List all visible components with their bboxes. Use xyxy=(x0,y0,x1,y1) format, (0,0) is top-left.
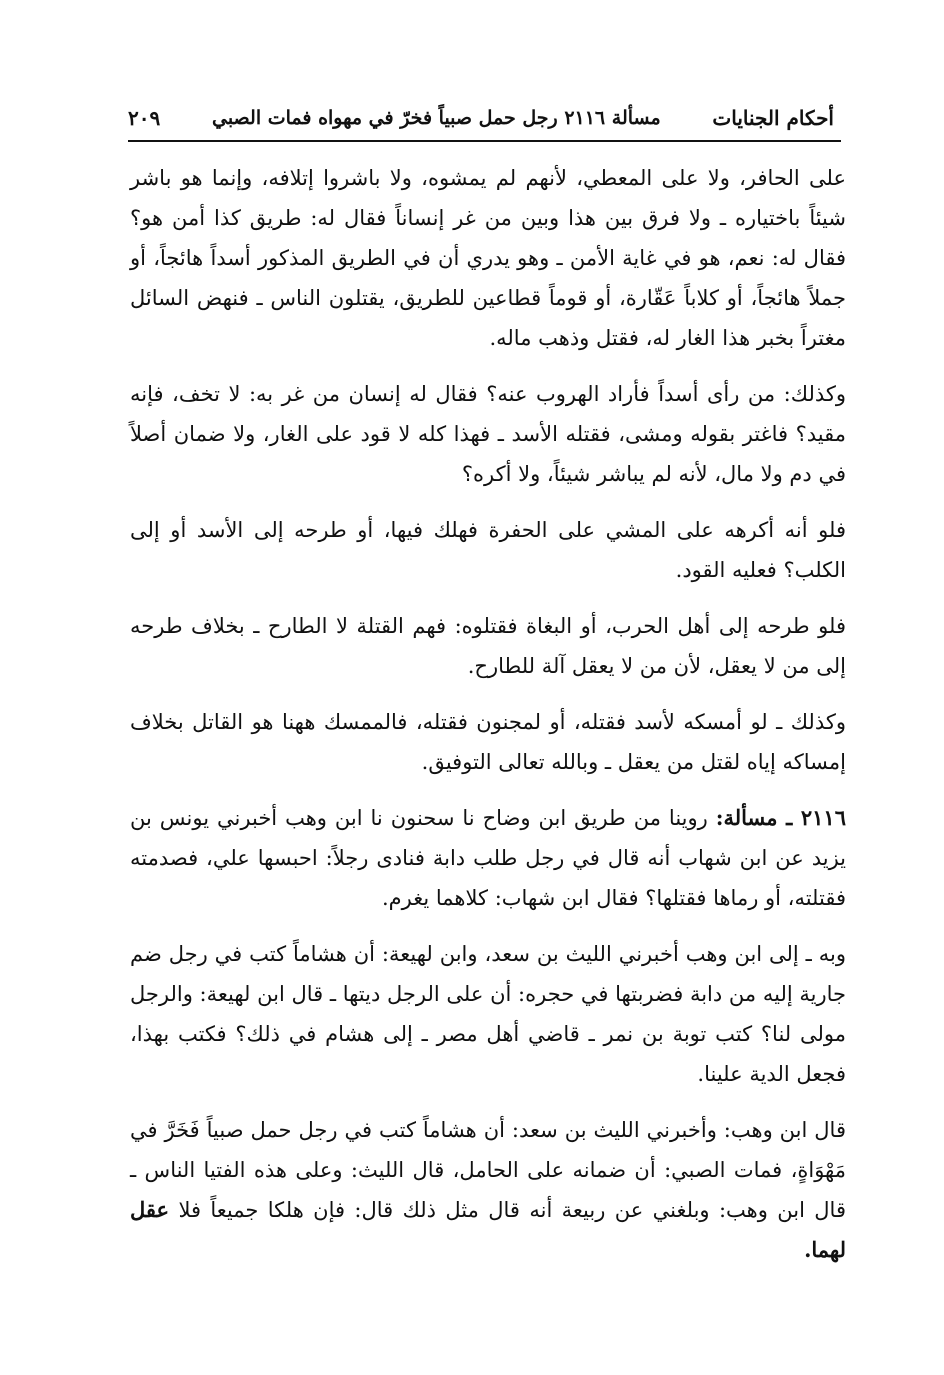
paragraph-5 xyxy=(130,702,846,782)
body-text xyxy=(130,158,846,1286)
paragraph-text: روينا من طريق ابن وضاح نا سحنون نا ابن وهب أخبرني يونس بن يزيد عن ابن شهاب أنه قال في رجل طلب دابة فنادى رجلاً: احبسها علي، فصدمته فقتلته، أو رماها فقتلها؟ فقال ابن شهاب: كلاهما يغرم. xyxy=(130,806,846,910)
paragraph-text: فلو أنه أكرهه على المشي على الحفرة فهلك فيها، أو طرحه إلى الأسد أو إلى الكلب؟ فعليه القود. xyxy=(130,518,846,582)
paragraph-3 xyxy=(130,510,846,590)
paragraph-text: على الحافر، ولا على المعطي، لأنهم لم يمشوه، ولا باشروا إتلافه، وإنما هو باشر شيئاً باختياره ـ ولا فرق بين هذا وبين من غر إنساناً فقال له: طريق كذا أمن هو؟ فقال له: نعم، هو في غاية الأمن ـ وهو يدري أن في الطريق المذكور أسداً هائجاً، أو جملاً هائجاً، أو كلاباً عَقّارة، أو قوماً قطاعين للطريق، يقتلون الناس ـ فنهض السائل مغتراً بخبر هذا الغار له، فقتل وذهب ماله. xyxy=(130,166,846,350)
paragraph-8 xyxy=(130,1110,846,1270)
header-book-title: أحكام الجنايات xyxy=(712,106,834,130)
header-section-title: مسألة ٢١١٦ رجل حمل صبياً فخرّ في مهواه فمات الصبي xyxy=(211,107,661,129)
paragraph-text: قال ابن وهب: وأخبرني الليث بن سعد: أن هشاماً كتب في رجل حمل صبياً فَخَرَّ في مَهْوَاةٍ، فمات الصبي: أن ضمانه على الحامل، قال الليث: وعلى هذه الفتيا الناس ـ قال ابن وهب: وبلغني عن ربيعة أنه قال مثل ذلك قال: فإن هلكا جميعاً فلا xyxy=(130,1118,846,1222)
paragraph-text: وكذلك: من رأى أسداً فأراد الهروب عنه؟ فقال له إنسان من غر به: لا تخف، فإنه مقيد؟ فاغتر بقوله ومشى، فقتله الأسد ـ فهذا كله لا قود على الغار، ولا ضمان أصلاً في دم ولا مال، لأنه لم يباشر شيئاً، ولا أكره؟ xyxy=(130,382,846,486)
paragraph-text: وبه ـ إلى ابن وهب أخبرني الليث بن سعد، وابن لهيعة: أن هشاماً كتب في رجل ضم جارية إليه من دابة فضربتها في حجره: أن على الرجل ديتها ـ قال ابن لهيعة: والرجل مولى لنا؟ كتب توبة بن نمر ـ قاضي أهل مصر ـ إلى هشام في ذلك؟ فكتب بهذا، فجعل الدية علينا. xyxy=(130,942,846,1086)
paragraph-2 xyxy=(130,374,846,494)
paragraph-text: فلو طرحه إلى أهل الحرب، أو البغاة فقتلوه: فهم القتلة لا الطارح ـ بخلاف طرحه إلى من لا يعقل، لأن من لا يعقل آلة للطارح. xyxy=(130,614,846,678)
paragraph-6-masala xyxy=(130,798,846,918)
paragraph-1 xyxy=(130,158,846,358)
paragraph-closing-bold: عقل لهما. xyxy=(130,1197,846,1262)
paragraph-text: وكذلك ـ لو أمسكه لأسد فقتله، أو لمجنون فقتله، فالممسك ههنا هو القاتل بخلاف إمساكه إياه لقتل من يعقل ـ وبالله تعالى التوفيق. xyxy=(130,710,846,774)
page-number: ٢٠٩ xyxy=(128,106,161,130)
header-divider xyxy=(128,140,841,142)
masala-heading: ٢١١٦ ـ مسألة: xyxy=(715,805,846,830)
paragraph-7 xyxy=(130,934,846,1094)
paragraph-4 xyxy=(130,606,846,686)
running-header xyxy=(128,100,834,136)
